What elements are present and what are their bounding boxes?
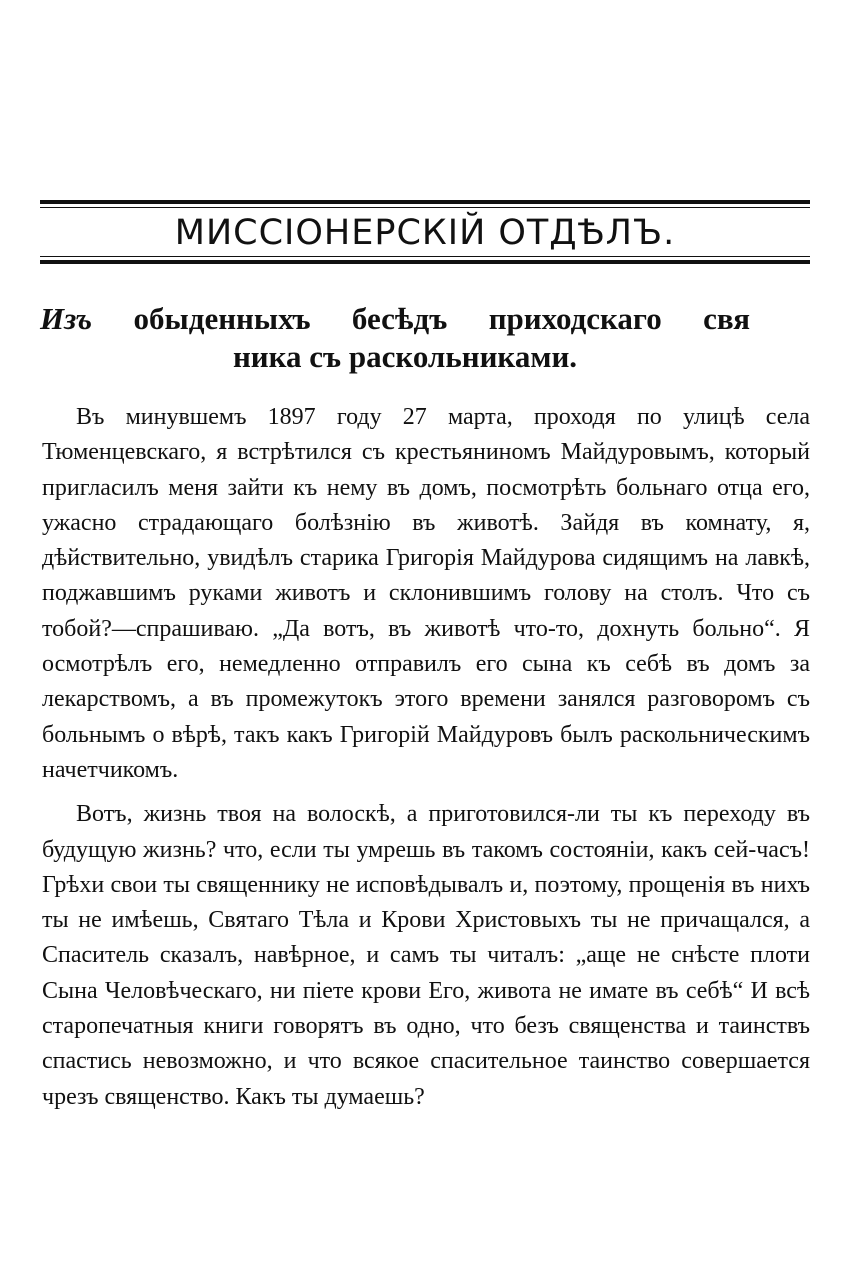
article-title-line-1	[40, 300, 810, 338]
article-body	[42, 400, 810, 1115]
body-paragraph-2: Вотъ, жизнь твоя на волоскѣ, а приготовился-ли ты къ переходу въ будущую жизнь? что, если ты умрешь въ такомъ состояніи, какъ сей-часъ! Грѣхи свои ты священнику не исповѣдывалъ и, поэтому, прощенія въ нихъ ты не имѣешь, Святаго Тѣла и Крови Христовыхъ ты не причащался, а Спаситель сказалъ, навѣрное, и самъ ты читалъ: „аще не снѣсте плоти Сына Человѣческаго, ни піете крови Его, живота не имате въ себѣ“ И всѣ старопечатныя книги говорятъ въ одно, что безъ священства и таинствъ спастись невозможно, и что всякое спасительное таинство совершается чрезъ священство. Какъ ты думаешь?	[42, 801, 810, 1110]
body-paragraph-1: Въ минувшемъ 1897 году 27 марта, проходя по улицѣ села Тюменцевскаго, я встрѣтился съ крестьяниномъ Майдуровымъ, который пригласилъ меня зайти къ нему въ домъ, посмотрѣть больнаго отца его, ужасно страдающаго болѣзнію въ животѣ. Зайдя въ комнату, я, дѣйствительно, увидѣлъ старика Григорія Майдурова сидящимъ на лавкѣ, поджавшимъ руками животъ и склонившимъ голову на столъ. Что съ тобой?—спрашиваю. „Да вотъ, въ животѣ что-то, дохнуть больно“. Я осмотрѣлъ его, немедленно отправилъ его сына къ себѣ въ домъ за лекарствомъ, а въ промежутокъ этого времени занялся разговоромъ съ больнымъ о вѣрѣ, такъ какъ Григорій Майдуровъ былъ раскольническимъ начетчикомъ.	[42, 404, 810, 783]
header-bottom-thin-rule	[40, 256, 810, 257]
header-top-thin-rule	[40, 207, 810, 208]
article-title-lead-word: Изъ	[40, 301, 93, 336]
header-bottom-thick-rule	[40, 260, 810, 264]
header-top-thick-rule	[40, 200, 810, 204]
article-title	[40, 300, 810, 376]
article-title-line-2: ника съ раскольниками.	[232, 339, 578, 374]
article-title-line-1-rest: обыденныхъ бесѣдъ приходскаго свя	[92, 301, 750, 336]
section-title: МИССІОНЕРСКІЙ ОТДѢЛЪ.	[174, 213, 676, 253]
